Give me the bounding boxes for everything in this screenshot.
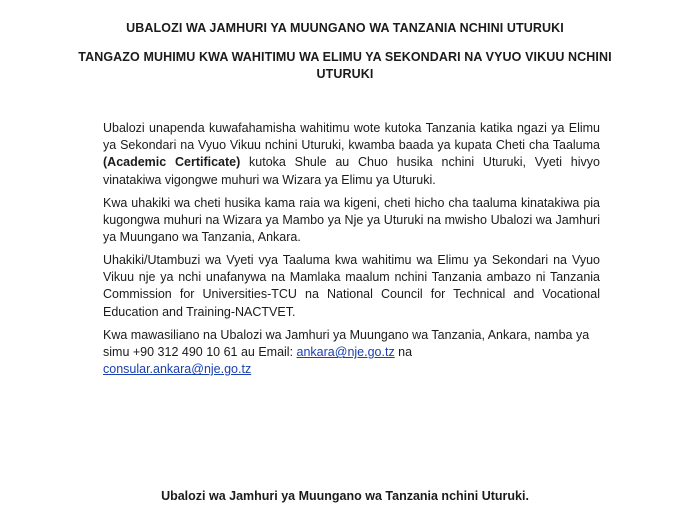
paragraph-contact [103,327,600,379]
paragraph-1-text-start: Ubalozi unapenda kuwafahamisha wahitimu wote kutoka Tanzania katika ngazi ya Elimu ya Sekondari na Vyuo Vikuu nchini Uturuki, kwamba baada ya kupata Cheti cha Taaluma [103,121,600,153]
contact-text: Kwa mawasiliano na Ubalozi wa Jamhuri ya Muungano wa Tanzania, Ankara, namba ya simu +90 312 490 10 61 au Email: [103,328,590,360]
embassy-title: UBALOZI WA JAMHURI YA MUUNGANO WA TANZANIA NCHINI UTURUKI [126,21,564,35]
paragraph-1-text-end: kutoka Shule au Chuo husika nchini Uturuki, Vyeti hivyo vinatakiwa vigongwe muhuri wa Wizara ya Elimu ya Uturuki. [103,155,600,187]
announcement-title: TANGAZO MUHIMU KWA WAHITIMU WA ELIMU YA SEKONDARI NA VYUO VIKUU NCHINI UTURUKI [78,50,612,81]
contact-conjunction: na [394,345,413,360]
email-link-ankara[interactable]: ankara@nje.go.tz [296,345,395,360]
academic-certificate-term: (Academic Certificate) [103,155,241,170]
paragraph-certificate-stamping [103,120,600,189]
email-link-consular[interactable]: consular.ankara@nje.go.tz [103,362,252,377]
paragraph-recognition-authorities: Uhakiki/Utambuzi wa Vyeti vya Taaluma kwa wahitimu wa Elimu ya Sekondari na Vyuo Vikuu nje ya nchi unafanywa na Mamlaka maalum nchini Tanzania ambazo ni Tanzania Commission for Universities-TCU na National Council for Technical and Vocational Education and Training-NACTVET. [103,253,600,319]
signature-line: Ubalozi wa Jamhuri ya Muungano wa Tanzania nchini Uturuki. [161,489,529,503]
paragraph-verification: Kwa uhakiki wa cheti husika kama raia wa kigeni, cheti hicho cha taaluma kinatakiwa pia kugongwa muhuri na Wizara ya Mambo ya Nje ya Uturuki na mwisho Ubalozi wa Jamhuri ya Muungano wa Tanzania, Ankara. [103,196,600,245]
